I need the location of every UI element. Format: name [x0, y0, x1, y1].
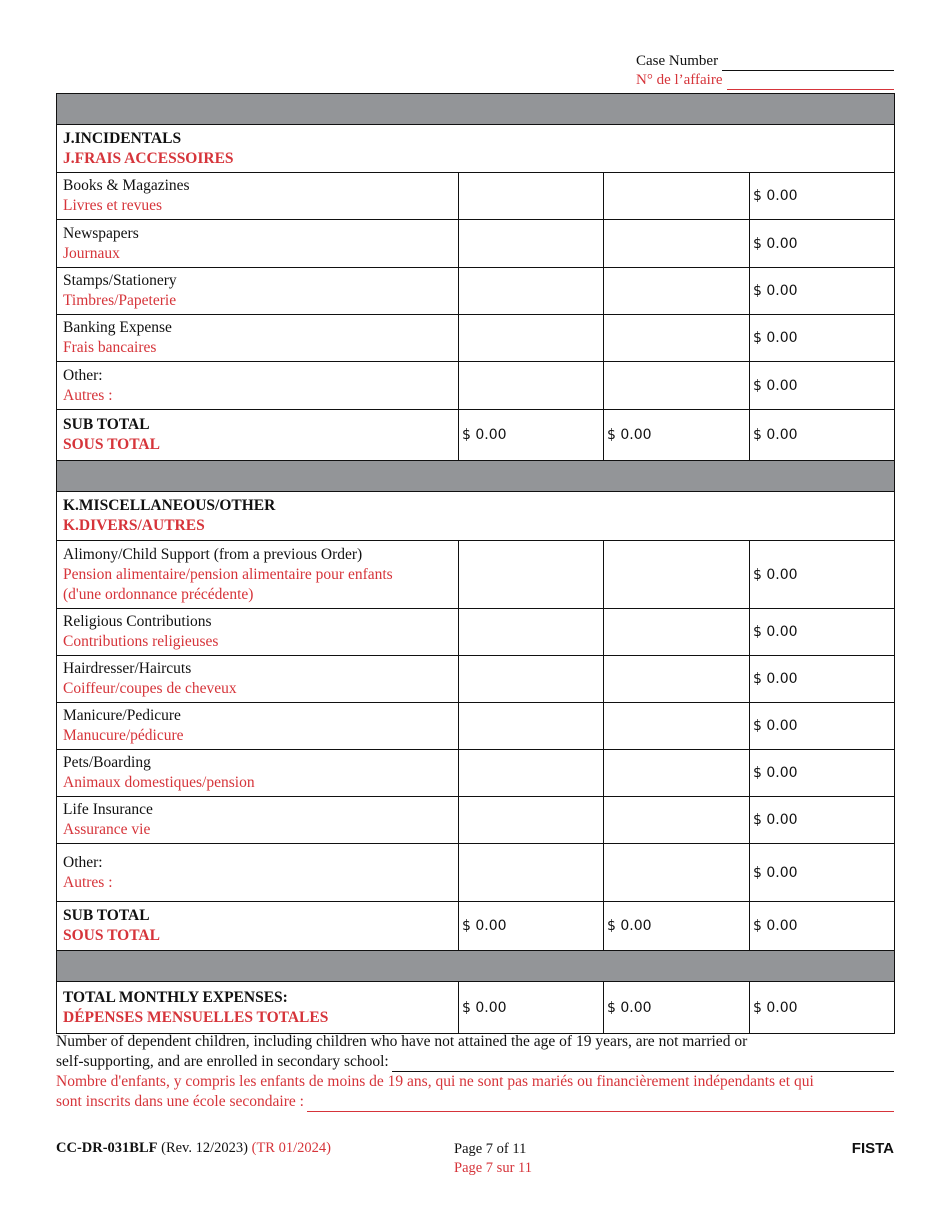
page-number [454, 1140, 532, 1178]
section-header-j [57, 125, 895, 173]
amount-cell[interactable] [459, 268, 604, 315]
row-total: $ 0.00 [750, 362, 895, 410]
amount-cell[interactable] [604, 362, 750, 410]
amount-cell[interactable] [459, 362, 604, 410]
total-monthly-label: TOTAL MONTHLY EXPENSES: [63, 988, 288, 1006]
total-monthly-label-fr: DÉPENSES MENSUELLES TOTALES [63, 1008, 329, 1026]
table-row [57, 220, 895, 268]
row-total: $ 0.00 [750, 268, 895, 315]
amount-cell[interactable] [459, 541, 604, 609]
row-total: $ 0.00 [750, 541, 895, 609]
row-label-fr: Autres : [63, 873, 113, 891]
amount-cell[interactable] [459, 750, 604, 797]
row-label-fr: Pension alimentaire/pension alimentaire pour enfants [63, 565, 393, 583]
row-label: Other: [63, 853, 103, 871]
amount-cell[interactable] [604, 609, 750, 656]
total-monthly-row [57, 982, 895, 1034]
total-monthly-value: $ 0.00 [750, 982, 895, 1034]
dependents-question [56, 1032, 894, 1112]
table-row [57, 656, 895, 703]
subtotal-label: SUB TOTAL [63, 416, 150, 433]
row-label-fr: Animaux domestiques/pension [63, 774, 255, 791]
brand-label: FISTA [851, 1140, 894, 1157]
form-revision: (Rev. 12/2023) [161, 1140, 248, 1156]
page-number-fr: Page 7 sur 11 [454, 1160, 532, 1176]
form-translation: (TR 01/2024) [251, 1140, 331, 1156]
amount-cell[interactable] [604, 220, 750, 268]
row-label-fr: Timbres/Papeterie [63, 292, 177, 309]
table-row [57, 797, 895, 844]
amount-cell[interactable] [459, 656, 604, 703]
section-title-fr: K.DIVERS/AUTRES [63, 517, 205, 534]
amount-cell[interactable] [604, 268, 750, 315]
row-label: Manicure/Pedicure [63, 707, 181, 724]
row-total: $ 0.00 [750, 844, 895, 902]
table-row [57, 173, 895, 220]
table-row [57, 703, 895, 750]
expenses-table [56, 93, 894, 1034]
dependents-count-field-fr[interactable] [307, 1095, 894, 1112]
dependents-text-line1: Number of dependent children, including children who have not attained the age of 19 years, are not married or [56, 1033, 748, 1050]
row-total: $ 0.00 [750, 750, 895, 797]
amount-cell[interactable] [459, 173, 604, 220]
subtotal-value: $ 0.00 [459, 902, 604, 951]
row-total: $ 0.00 [750, 315, 895, 362]
section-title-fr: J.FRAIS ACCESSOIRES [63, 149, 234, 167]
amount-cell[interactable] [459, 703, 604, 750]
row-label: Books & Magazines [63, 177, 190, 194]
amount-cell[interactable] [459, 844, 604, 902]
dependents-text-fr-line1: Nombre d'enfants, y compris les enfants de moins de 19 ans, qui ne sont pas mariés ou financièrement indépendants et qui [56, 1073, 814, 1090]
page-number-en: Page 7 of 11 [454, 1141, 527, 1157]
row-label: Hairdresser/Haircuts [63, 660, 192, 677]
row-total: $ 0.00 [750, 797, 895, 844]
table-row [57, 750, 895, 797]
total-monthly-value: $ 0.00 [459, 982, 604, 1034]
section-divider [57, 951, 895, 982]
row-label-fr: Coiffeur/coupes de cheveux [63, 680, 237, 697]
amount-cell[interactable] [604, 703, 750, 750]
row-label: Newspapers [63, 224, 139, 242]
subtotal-label-fr: SOUS TOTAL [63, 436, 160, 453]
table-row [57, 362, 895, 410]
amount-cell[interactable] [459, 797, 604, 844]
row-label-fr: Frais bancaires [63, 339, 157, 356]
amount-cell[interactable] [604, 656, 750, 703]
row-label: Religious Contributions [63, 613, 212, 630]
section-header-k [57, 492, 895, 541]
subtotal-value: $ 0.00 [604, 410, 750, 461]
case-number-label: Case Number [636, 53, 719, 69]
row-label: Other: [63, 366, 103, 384]
table-row [57, 844, 895, 902]
dependents-text-fr-line2: sont inscrits dans une école secondaire : [56, 1093, 304, 1110]
row-label-fr-cont: (d'une ordonnance précédente) [63, 585, 254, 603]
row-label: Alimony/Child Support (from a previous Order) [63, 545, 363, 563]
case-number-field[interactable] [722, 55, 894, 71]
table-row [57, 268, 895, 315]
amount-cell[interactable] [604, 541, 750, 609]
dependents-text-line2: self-supporting, and are enrolled in secondary school: [56, 1053, 389, 1070]
form-code: CC-DR-031BLF [56, 1140, 158, 1156]
page-footer [56, 1140, 894, 1180]
section-divider [57, 94, 895, 125]
amount-cell[interactable] [459, 609, 604, 656]
table-row [57, 315, 895, 362]
row-label-fr: Manucure/pédicure [63, 727, 184, 744]
amount-cell[interactable] [604, 315, 750, 362]
row-total: $ 0.00 [750, 220, 895, 268]
subtotal-row [57, 902, 895, 951]
subtotal-row [57, 410, 895, 461]
row-label: Banking Expense [63, 319, 172, 336]
row-label-fr: Assurance vie [63, 821, 151, 838]
subtotal-value: $ 0.00 [750, 902, 895, 951]
case-number-block [636, 52, 894, 90]
subtotal-label-fr: SOUS TOTAL [63, 927, 160, 944]
row-label-fr: Contributions religieuses [63, 633, 219, 650]
table-row [57, 609, 895, 656]
section-divider [57, 461, 895, 492]
case-number-field-fr[interactable] [727, 74, 894, 90]
row-label: Life Insurance [63, 801, 153, 818]
amount-cell[interactable] [604, 750, 750, 797]
section-title: J.INCIDENTALS [63, 129, 182, 147]
subtotal-value: $ 0.00 [750, 410, 895, 461]
row-label-fr: Journaux [63, 244, 120, 262]
section-title: K.MISCELLANEOUS/OTHER [63, 497, 276, 514]
amount-cell[interactable] [604, 797, 750, 844]
row-label: Pets/Boarding [63, 754, 151, 771]
form-identifier [56, 1140, 331, 1157]
subtotal-value: $ 0.00 [459, 410, 604, 461]
case-number-label-fr: N° de l’affaire [636, 72, 723, 88]
row-total: $ 0.00 [750, 656, 895, 703]
subtotal-label: SUB TOTAL [63, 907, 150, 924]
row-total: $ 0.00 [750, 703, 895, 750]
row-label: Stamps/Stationery [63, 272, 177, 289]
table-row [57, 541, 895, 609]
amount-cell[interactable] [604, 173, 750, 220]
row-label-fr: Livres et revues [63, 197, 162, 214]
subtotal-value: $ 0.00 [604, 902, 750, 951]
amount-cell[interactable] [604, 844, 750, 902]
row-total: $ 0.00 [750, 173, 895, 220]
dependents-count-field[interactable] [392, 1055, 894, 1072]
amount-cell[interactable] [459, 220, 604, 268]
total-monthly-value: $ 0.00 [604, 982, 750, 1034]
row-label-fr: Autres : [63, 386, 113, 404]
row-total: $ 0.00 [750, 609, 895, 656]
amount-cell[interactable] [459, 315, 604, 362]
